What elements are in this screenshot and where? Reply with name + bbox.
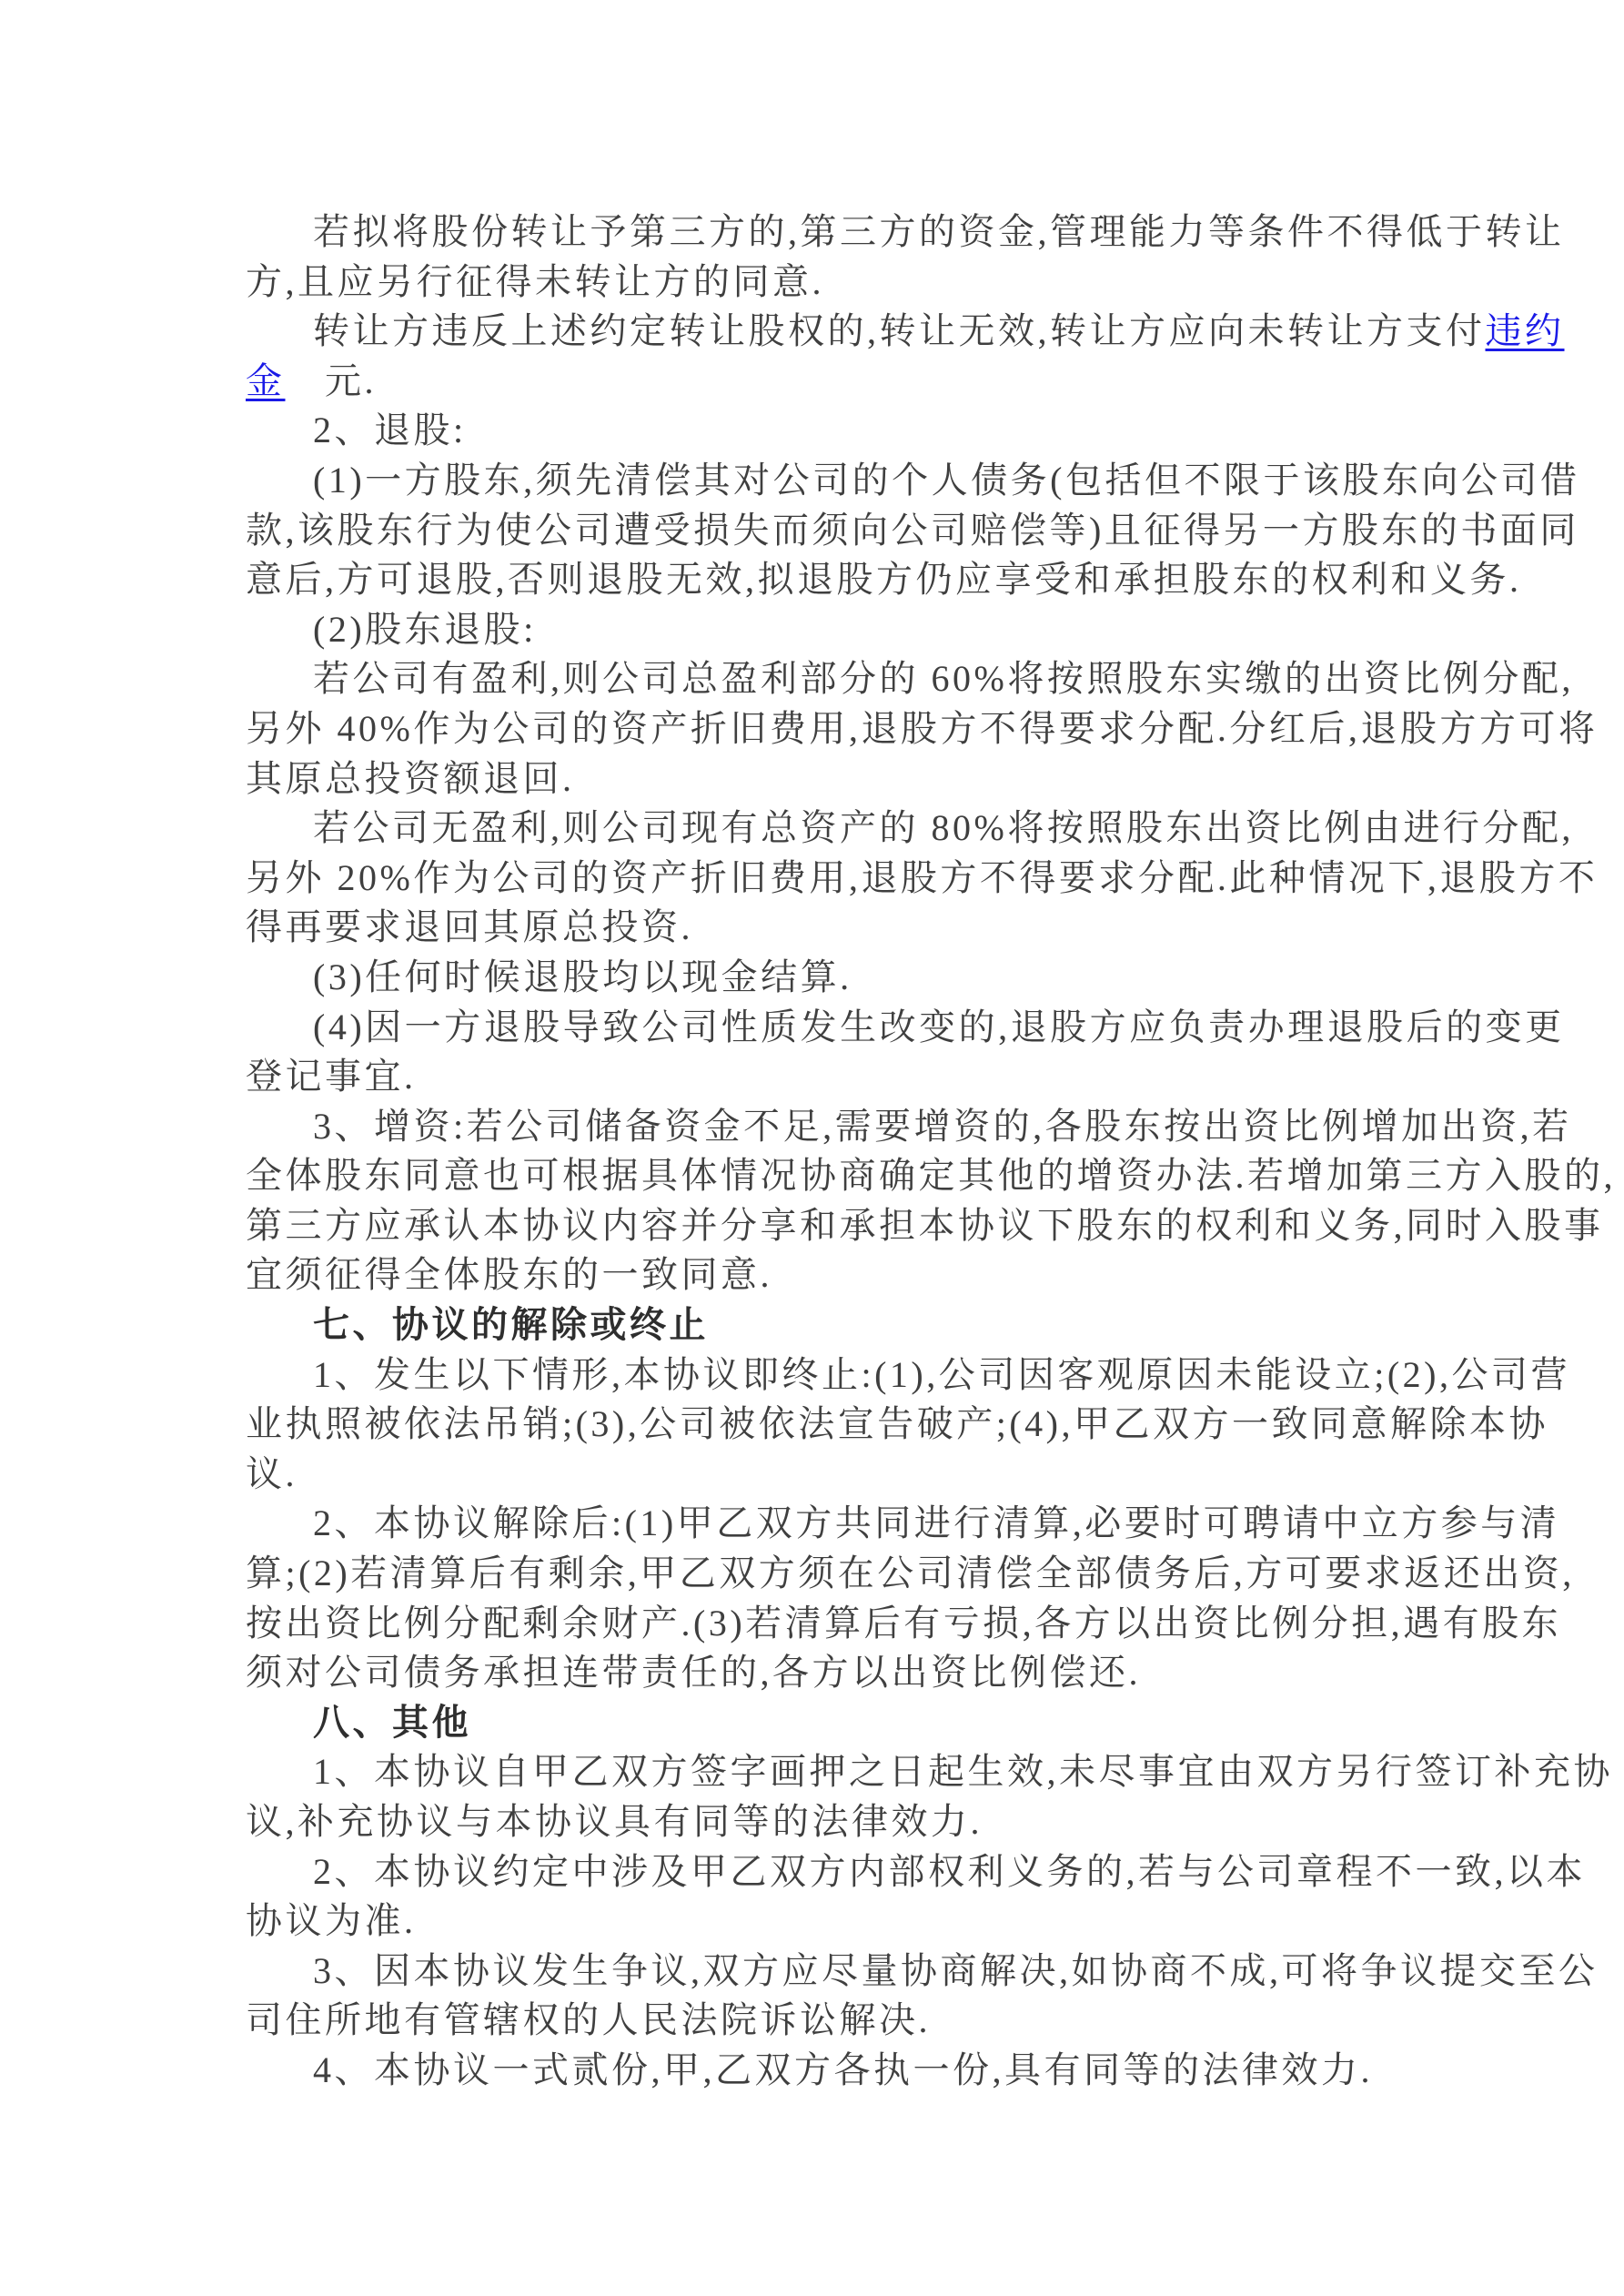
- text-segment: 另外 20%作为公司的资产折旧费用,退股方不得要求分配.此种情况下,退股方不: [246, 856, 1599, 898]
- document-line: [246, 1102, 1572, 1152]
- text-segment: 另外 40%作为公司的资产折旧费用,退股方不得要求分配.分红后,退股方方可将: [246, 707, 1599, 749]
- text-segment: 2、退股:: [313, 410, 467, 451]
- document-line: [246, 1400, 1549, 1450]
- text-segment: 若公司无盈利,则公司现有总资产的 80%将按照股东出资比例由进行分配,: [313, 807, 1574, 849]
- section-heading: [246, 1698, 1383, 1748]
- document-line: [246, 1797, 1383, 1847]
- text-segment: 全体股东同意也可根据具体情况协商确定其他的增资办法.若增加第三方入股的,: [246, 1155, 1616, 1197]
- text-segment: 1、本协议自甲乙双方签字画押之日起生效,未尽事宜由双方另行签订补充协: [313, 1751, 1613, 1793]
- text-segment: 算;(2)若清算后有剩余,甲乙双方须在公司清偿全部债务后,方可要求返还出资,: [246, 1553, 1575, 1594]
- document-line: [246, 1648, 1383, 1698]
- document-line: [246, 903, 1383, 953]
- text-segment: 须对公司债务承担连带责任的,各方以出资比例偿还.: [246, 1652, 1141, 1694]
- section-heading: [246, 1300, 1383, 1350]
- document-line: [246, 406, 1383, 456]
- text-segment: 议.: [246, 1452, 298, 1494]
- text-segment: 司住所地有管辖权的人民法院诉讼解决.: [246, 1999, 931, 2041]
- text-segment: (3)任何时候退股均以现金结算.: [313, 956, 852, 997]
- document-line: [246, 1996, 1383, 2046]
- document-line: [246, 1747, 1613, 1797]
- document-line: [246, 555, 1522, 605]
- text-segment: 八、其他: [313, 1701, 471, 1743]
- text-segment: 议,补充协议与本协议具有同等的法律效力.: [246, 1801, 983, 1842]
- document-line: [246, 854, 1599, 904]
- document-line: [246, 953, 1383, 1003]
- text-segment: (1)一方股东,须先清偿其对公司的个人债务(包括但不限于该股东向公司借: [313, 459, 1580, 501]
- text-segment: 1、发生以下情形,本协议即终止:(1),公司因客观原因未能设立;(2),公司营: [313, 1353, 1571, 1395]
- text-segment: 2、本协议解除后:(1)甲乙双方共同进行清算,必要时可聘请中立方参与清: [313, 1502, 1560, 1544]
- document-line: [246, 1499, 1560, 1549]
- text-segment: 若公司有盈利,则公司总盈利部分的 60%将按照股东实缴的出资比例分配,: [313, 658, 1574, 700]
- document-line: [246, 1003, 1565, 1053]
- document-line: [246, 804, 1574, 854]
- text-segment: 业执照被依法吊销;(3),公司被依法宣告破产;(4),甲乙双方一致同意解除本协: [246, 1403, 1549, 1445]
- document-line: [246, 307, 1565, 357]
- document-line: [246, 1896, 1383, 1947]
- text-segment: 协议为准.: [246, 1900, 417, 1942]
- text-segment: 若拟将股份转让予第三方的,第三方的资金,管理能力等条件不得低于转让: [313, 211, 1565, 252]
- document-line: [246, 704, 1599, 754]
- text-segment: 转让方违反上述约定转让股权的,转让无效,转让方应向未转让方支付: [313, 310, 1486, 352]
- document-line: [246, 605, 1383, 655]
- text-segment: 登记事宜.: [246, 1056, 417, 1097]
- document-line: [246, 1201, 1604, 1251]
- text-segment: 得再要求退回其原总投资.: [246, 906, 693, 948]
- text-segment: 按出资比例分配剩余财产.(3)若清算后有亏损,各方以出资比例分担,遇有股东: [246, 1602, 1562, 1644]
- document-line: [246, 258, 1383, 308]
- document-line: [246, 207, 1565, 258]
- text-segment: 第三方应承认本协议内容并分享和承担本协议下股东的权利和义务,同时入股事: [246, 1204, 1604, 1246]
- document-line: [246, 456, 1580, 506]
- text-segment: 元.: [285, 359, 377, 401]
- document-text-block: [246, 207, 1616, 2096]
- text-segment: 宜须征得全体股东的一致同意.: [246, 1254, 772, 1296]
- text-segment: 3、增资:若公司储备资金不足,需要增资的,各股东按出资比例增加出资,若: [313, 1105, 1572, 1147]
- document-line: [246, 754, 1383, 804]
- document-line: [246, 1450, 1383, 1500]
- text-segment: 3、因本协议发生争议,双方应尽量协商解决,如协商不成,可将争议提交至公: [313, 1949, 1599, 1991]
- document-line: [246, 357, 1383, 407]
- text-segment: (2)股东退股:: [313, 608, 537, 650]
- hyperlink-text[interactable]: 金: [246, 359, 286, 401]
- document-line: [246, 1947, 1599, 1997]
- document-line: [246, 1599, 1562, 1649]
- text-segment: 意后,方可退股,否则退股无效,拟退股方仍应享受和承担股东的权利和义务.: [246, 559, 1522, 601]
- document-line: [246, 1350, 1571, 1401]
- text-segment: 款,该股东行为使公司遭受损失而须向公司赔偿等)且征得另一方股东的书面同: [246, 509, 1579, 551]
- text-segment: 2、本协议约定中涉及甲乙双方内部权利义务的,若与公司章程不一致,以本: [313, 1850, 1586, 1892]
- text-segment: 4、本协议一式贰份,甲,乙双方各执一份,具有同等的法律效力.: [313, 2048, 1373, 2090]
- text-segment: 方,且应另行征得未转让方的同意.: [246, 260, 824, 302]
- document-line: [246, 2046, 1383, 2096]
- document-line: [246, 1052, 1383, 1102]
- document-line: [246, 1847, 1586, 1897]
- hyperlink-text[interactable]: 违约: [1485, 310, 1565, 352]
- text-segment: 其原总投资额退回.: [246, 757, 575, 799]
- document-line: [246, 1250, 1383, 1300]
- document-line: [246, 654, 1574, 704]
- document-line: [246, 506, 1579, 556]
- text-segment: (4)因一方退股导致公司性质发生改变的,退股方应负责办理退股后的变更: [313, 1006, 1565, 1047]
- text-segment: 七、协议的解除或终止: [313, 1304, 709, 1346]
- document-line: [246, 1549, 1575, 1599]
- document-line: [246, 1151, 1616, 1201]
